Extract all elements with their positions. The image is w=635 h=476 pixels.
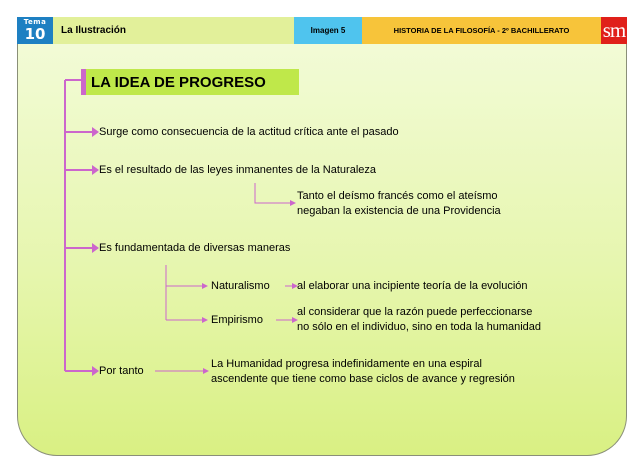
sm-logo: sm xyxy=(602,18,626,42)
arrow-head-3 xyxy=(92,243,99,253)
course-title: HISTORIA DE LA FILOSOFÍA - 2º BACHILLERATO xyxy=(362,17,601,44)
item-surge: Surge como consecuencia de la actitud crítica ante el pasado xyxy=(99,126,399,138)
empirismo-desc-2: no sólo en el individuo, sino en toda la humanidad xyxy=(297,321,542,333)
arrow-head-note xyxy=(290,200,296,206)
item-portanto: Por tanto xyxy=(99,365,144,377)
note-connector-line xyxy=(255,183,290,203)
imagen-label: Imagen 5 xyxy=(294,17,362,44)
naturalismo-label: Naturalismo xyxy=(211,280,270,292)
tema-label: Tema xyxy=(23,18,47,26)
arrow-head-naturalismo xyxy=(202,283,208,289)
item-resultado-note-1: Tanto el deísmo francés como el ateísmo xyxy=(297,190,498,202)
arrow-head-empirismo xyxy=(202,317,208,323)
arrow-head-portanto xyxy=(203,368,209,374)
naturalismo-desc: al elaborar una incipiente teoría de la evolución xyxy=(297,280,528,292)
tema-number: 10 xyxy=(24,25,46,43)
arrow-head-2 xyxy=(92,165,99,175)
page-title: LA IDEA DE PROGRESO xyxy=(81,69,299,95)
item-resultado: Es el resultado de las leyes inmanentes de la Naturaleza xyxy=(99,164,376,176)
unit-title: La Ilustración xyxy=(53,17,294,44)
item-fundamentada: Es fundamentada de diversas maneras xyxy=(99,242,291,254)
item-resultado-note-2: negaban la existencia de una Providencia xyxy=(297,205,501,217)
empirismo-label: Empirismo xyxy=(211,314,263,326)
empirismo-desc-1: al considerar que la razón puede perfeccionarse xyxy=(297,306,533,318)
arrow-head-4 xyxy=(92,366,99,376)
arrow-head-1 xyxy=(92,127,99,137)
portanto-desc-1: La Humanidad progresa indefinidamente en una espiral xyxy=(211,358,482,370)
portanto-desc-2: ascendente que tiene como base ciclos de avance y regresión xyxy=(211,373,515,385)
